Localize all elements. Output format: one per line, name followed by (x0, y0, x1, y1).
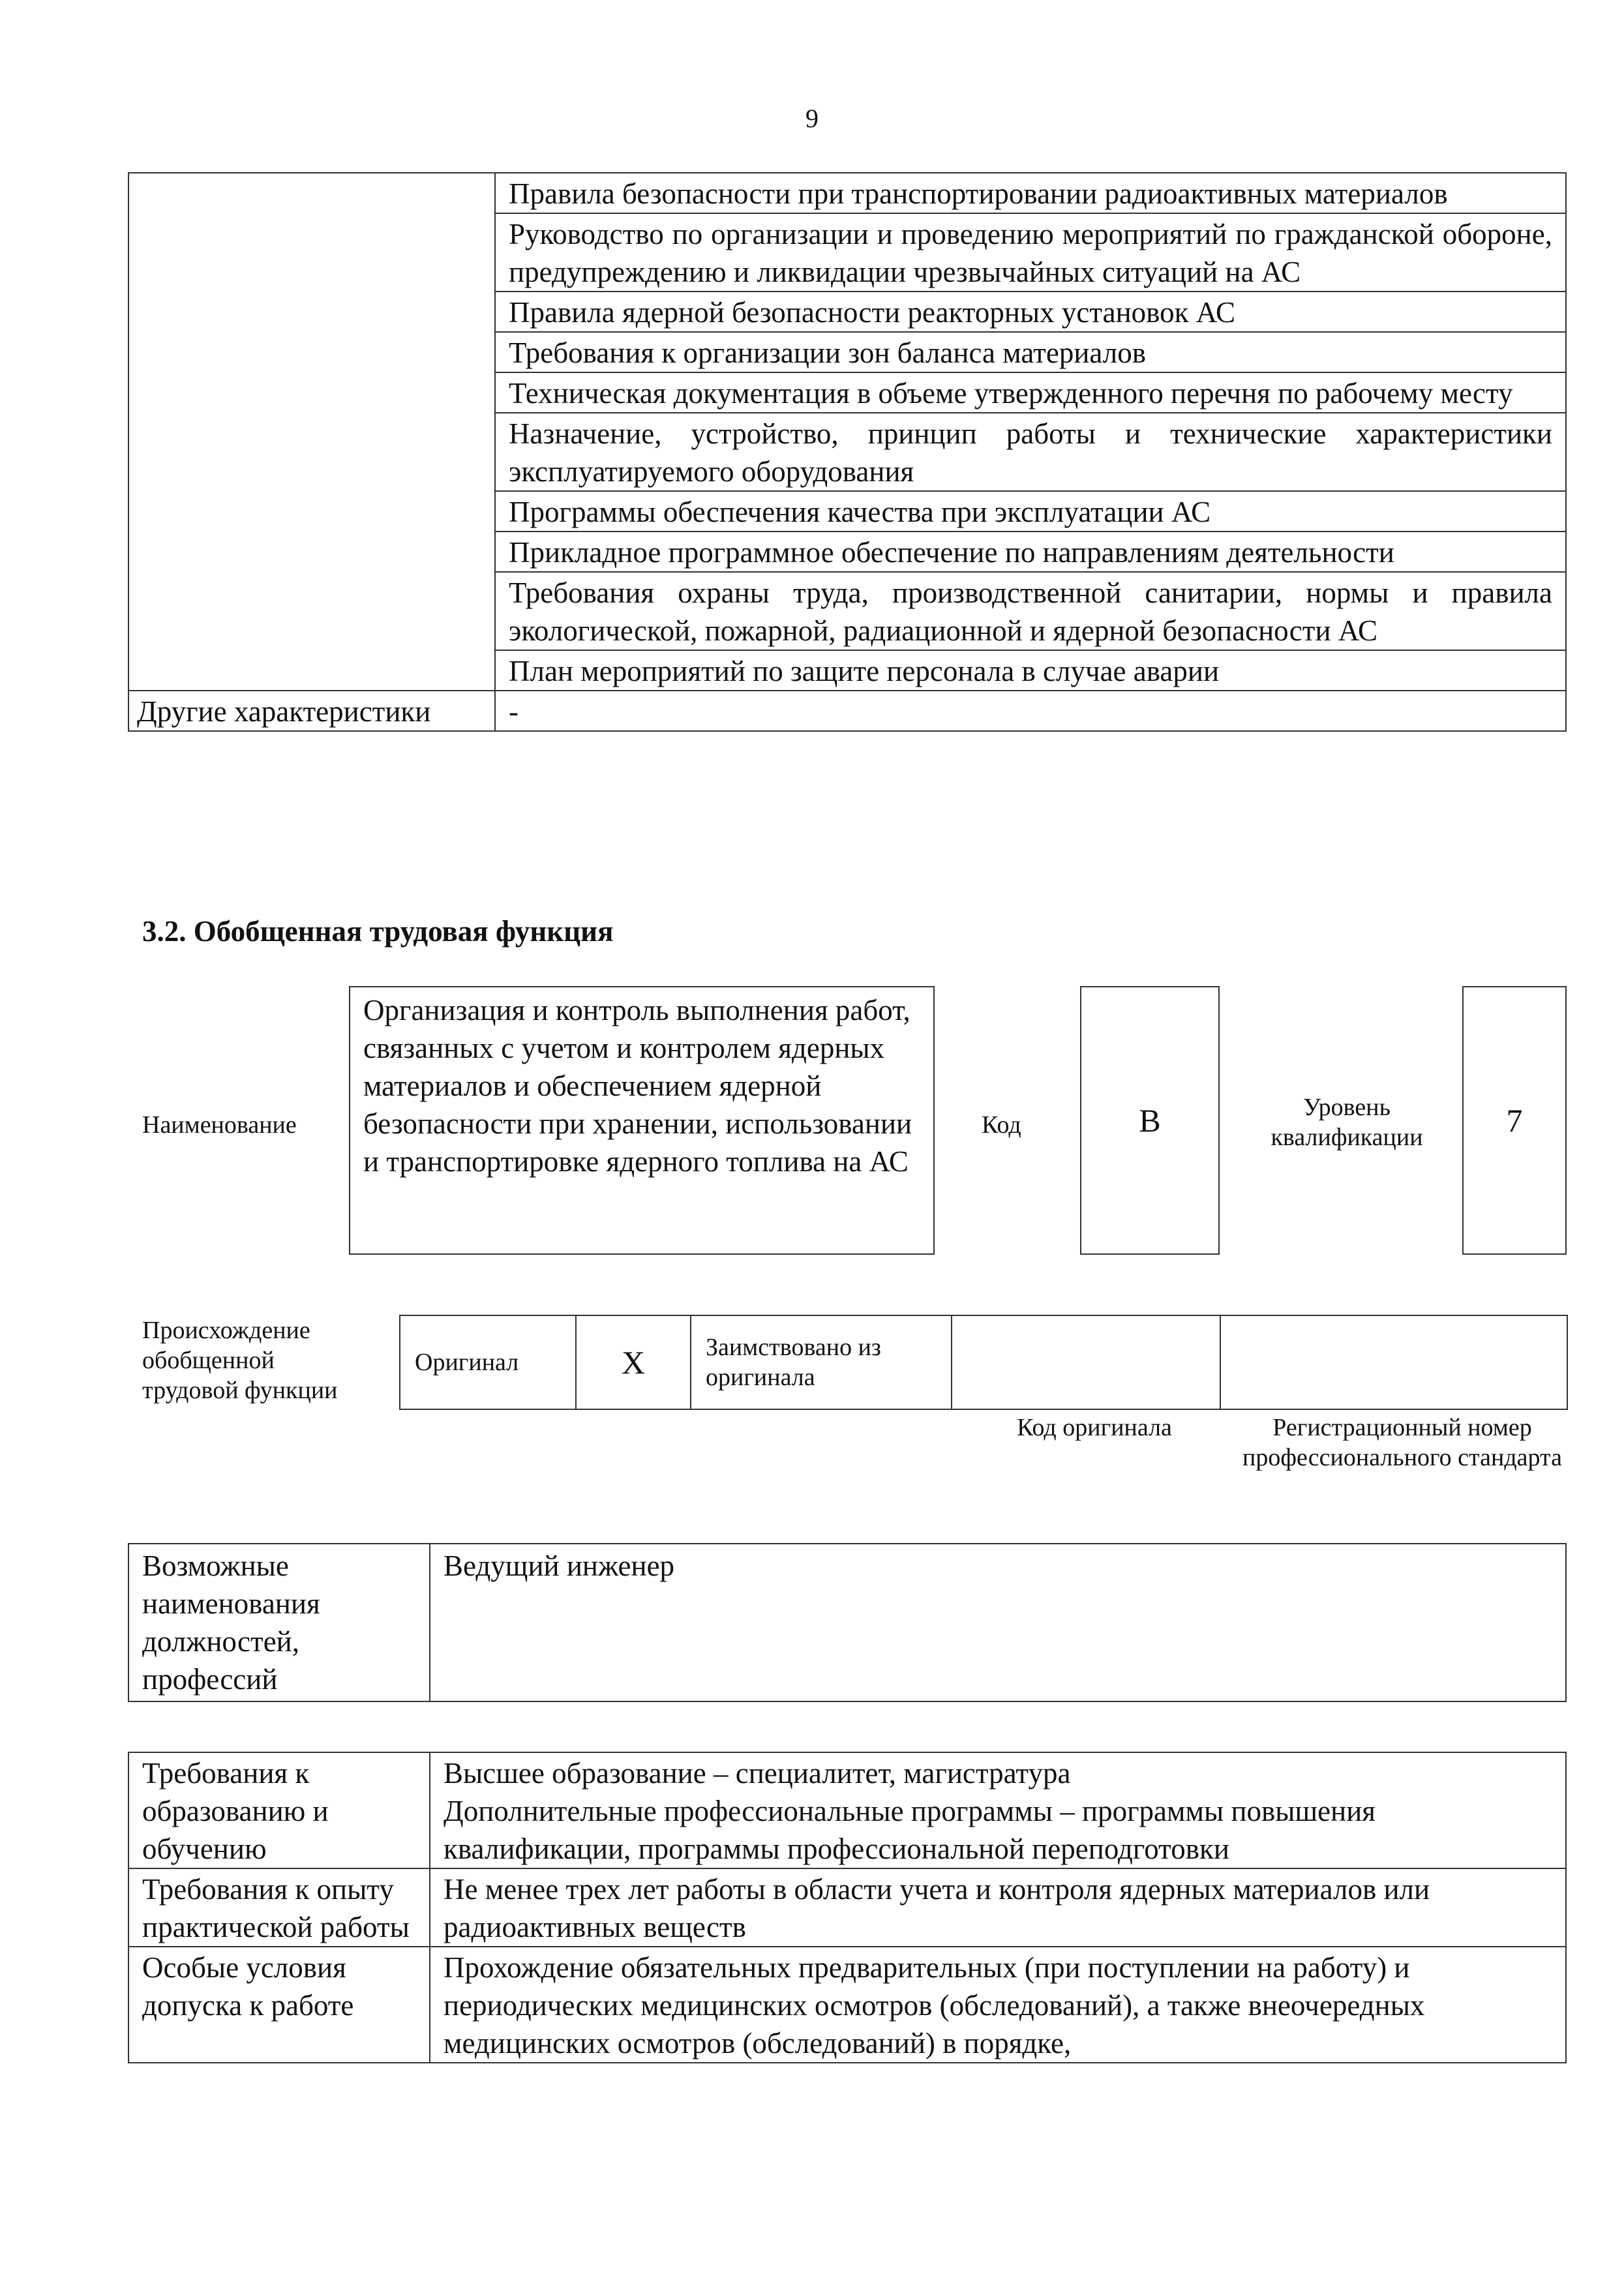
requirement-line: Не менее трех лет работы в области учета и контроля ядерных материалов или радиоактивных веществ (444, 1873, 1430, 1943)
knowledge-item: Правила безопасности при транспортировании радиоактивных материалов (495, 173, 1566, 213)
positions-label: Возможные наименования должностей, профессий (128, 1544, 430, 1701)
reg-number-cell (1220, 1315, 1567, 1409)
other-characteristics-value: - (495, 691, 1566, 731)
requirement-line: Дополнительные профессиональные программы – программы повышения квалификации, программы профессиональной переподготовки (444, 1795, 1376, 1865)
page-number: 9 (805, 104, 819, 133)
positions-table (128, 1543, 1567, 1702)
experience-requirements-value (430, 1868, 1566, 1947)
knowledge-item: Назначение, устройство, принцип работы и технические характеристики эксплуатируемого оборудования (495, 413, 1566, 491)
borrowed-label: Заимствовано из оригинала (691, 1315, 952, 1409)
original-mark: X (576, 1315, 691, 1409)
code-original-caption: Код оригинала (1017, 1414, 1172, 1441)
table-row (128, 173, 1566, 213)
qualification-level-value: 7 (1462, 986, 1567, 1255)
code-value: B (1080, 986, 1220, 1255)
section-heading: 3.2. Обобщенная трудовая функция (142, 915, 614, 948)
qualification-level-label: Уровень квалификации (1271, 1094, 1423, 1151)
code-original-cell (952, 1315, 1220, 1409)
origin-table (399, 1315, 1568, 1410)
table-row (128, 1947, 1566, 2063)
origin-label: Происхождение обобщенной трудовой функции (142, 1317, 338, 1404)
other-characteristics-label: Другие характеристики (128, 691, 495, 731)
knowledge-item: Программы обеспечения качества при эксплуатации АС (495, 491, 1566, 532)
positions-value: Ведущий инженер (430, 1544, 1566, 1701)
knowledge-item: Руководство по организации и проведению мероприятий по гражданской обороне, предупреждению и ликвидации чрезвычайных ситуаций на АС (495, 213, 1566, 292)
education-requirements-label: Требования к образованию и обучению (128, 1752, 430, 1868)
reg-number-caption: Регистрационный номер профессионального стандарта (1242, 1414, 1562, 1471)
requirement-line: Прохождение обязательных предварительных (при поступлении на работу) и периодических медицинских осмотров (обследований), а также внеочередных медицинских осмотров (обследований) в порядке, (444, 1951, 1425, 2059)
code-label: Код (982, 1111, 1021, 1139)
knowledge-table (128, 172, 1567, 732)
table-row (400, 1315, 1567, 1409)
name-label: Наименование (142, 1111, 297, 1139)
name-value: Организация и контроль выполнения работ, связанных с учетом и контролем ядерных материалов и обеспечением ядерной безопасности при хранении, использовании и транспортировке ядерного топлива на АС (349, 986, 935, 1255)
table-row (128, 1868, 1566, 1947)
knowledge-label-cell (128, 173, 495, 691)
table-row (128, 1752, 1566, 1868)
education-requirements-value (430, 1752, 1566, 1868)
experience-requirements-label: Требования к опыту практической работы (128, 1868, 430, 1947)
table-row (128, 1544, 1566, 1701)
knowledge-item: Прикладное программное обеспечение по направлениям деятельности (495, 532, 1566, 572)
knowledge-item: Требования к организации зон баланса материалов (495, 332, 1566, 372)
requirement-line: Высшее образование – специалитет, магистратура (444, 1757, 1071, 1789)
knowledge-item: Правила ядерной безопасности реакторных установок АС (495, 292, 1566, 332)
knowledge-item: Требования охраны труда, производственной санитарии, нормы и правила экологической, пожарной, радиационной и ядерной безопасности АС (495, 572, 1566, 650)
admission-conditions-label: Особые условия допуска к работе (128, 1947, 430, 2063)
original-label: Оригинал (400, 1315, 576, 1409)
table-row (128, 691, 1566, 731)
admission-conditions-value (430, 1947, 1566, 2063)
knowledge-item: План мероприятий по защите персонала в случае аварии (495, 650, 1566, 691)
knowledge-item: Техническая документация в объеме утвержденного перечня по рабочему месту (495, 372, 1566, 413)
requirements-table (128, 1752, 1567, 2063)
